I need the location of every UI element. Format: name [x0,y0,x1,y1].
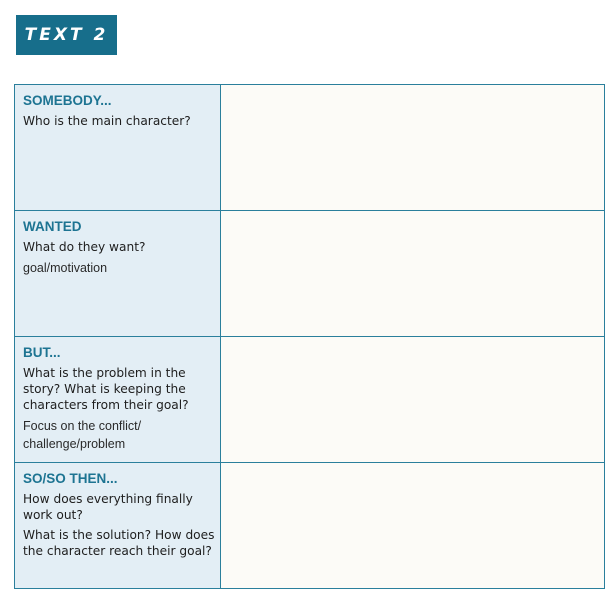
answer-cell-so-then[interactable] [221,463,605,589]
label-cell-somebody [15,85,221,211]
note-goal-motivation: goal/motivation [23,261,108,275]
heading-so-then: SO/SO THEN... [23,471,118,486]
organizer-row-but [15,337,605,463]
question-work-out: How does everything finally work out? [23,492,193,522]
question-what-they-want: What do they want? [23,240,146,254]
answer-cell-but[interactable] [221,337,605,463]
organizer-row-wanted [15,211,605,337]
heading-wanted: WANTED [23,219,82,234]
note-conflict: Focus on the conflict/ challenge/problem [23,419,142,451]
label-cell-but [15,337,221,463]
question-problem: What is the problem in the story? What is keeping the characters from their goal? [23,366,189,412]
organizer-row-somebody [15,85,605,211]
heading-somebody: SOMEBODY... [23,93,112,108]
answer-cell-somebody[interactable] [221,85,605,211]
somebody-wanted-but-so-organizer [14,84,605,589]
question-solution: What is the solution? How does the character reach their goal? [23,528,215,558]
organizer-row-so-then [15,463,605,589]
label-cell-so-then [15,463,221,589]
text-number-badge: TEXT 2 [16,15,117,55]
label-cell-wanted [15,211,221,337]
answer-cell-wanted[interactable] [221,211,605,337]
heading-but: BUT... [23,345,61,360]
question-main-character: Who is the main character? [23,114,191,128]
